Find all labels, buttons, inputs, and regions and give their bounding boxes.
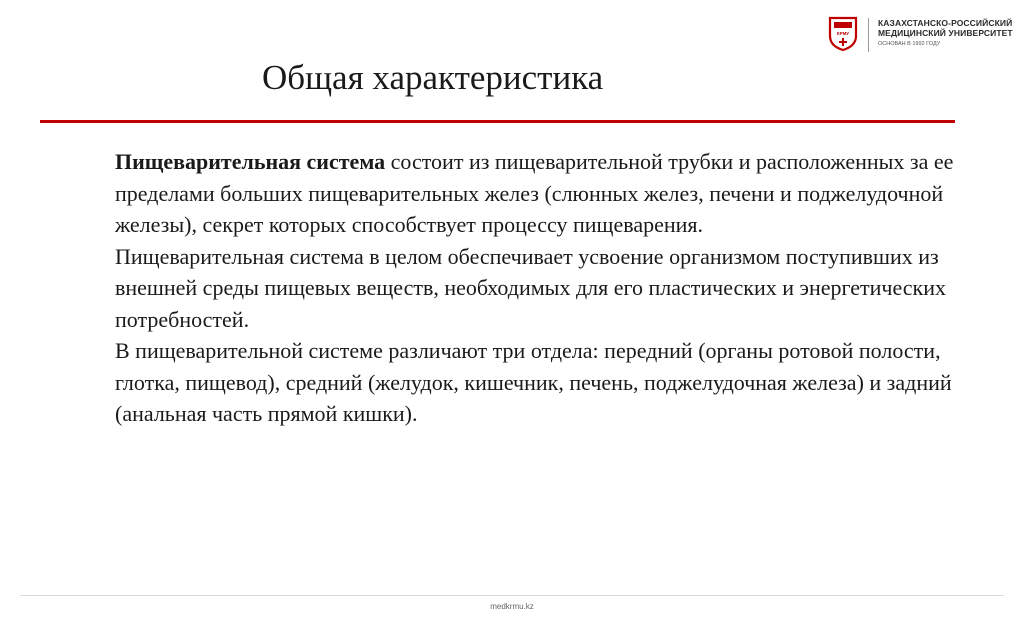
title-underline [40,120,955,123]
shield-crest-icon [828,16,858,52]
slide-title: Общая характеристика [262,58,604,97]
logo-line-1: КАЗАХСТАНСКО-РОССИЙСКИЙ [878,18,1013,28]
logo-line-3: ОСНОВАН В 1992 ГОДУ [878,40,941,47]
footer-site-text: medkrmu.kz [490,602,534,611]
slide-body [115,146,965,430]
logo-text [878,19,1013,47]
paragraph-1-bold-lead: Пищеварительная система [115,149,386,174]
university-logo [828,16,1018,56]
footer-divider [20,595,1004,596]
paragraph-1 [115,146,965,241]
logo-line-2: МЕДИЦИНСКИЙ УНИВЕРСИТЕТ [878,27,1013,38]
logo-divider [868,18,869,52]
emblem-text: КРМУ [836,31,850,36]
paragraph-3-text: В пищеварительной системе различают три отдела: передний (органы ротовой полости, глотка, пищевод), средний (желудок, кишечник, печень, поджелудочная железа) и задний (анальная часть прямой кишки). [115,338,952,426]
paragraph-3 [115,335,965,430]
paragraph-2-text: Пищеварительная система в целом обеспечивает усвоение организмом поступивших из внешней среды пищевых веществ, необходимых для его пластических и энергетических потребностей. [115,243,946,332]
paragraph-1-text: состоит из пищеварительной трубки и расположенных за ее пределами больших пищеварительных желез (слюнных желез, печени и поджелудочной железы), секрет которых способствует процессу пищеварения. [115,149,954,237]
paragraph-2 [115,241,965,336]
